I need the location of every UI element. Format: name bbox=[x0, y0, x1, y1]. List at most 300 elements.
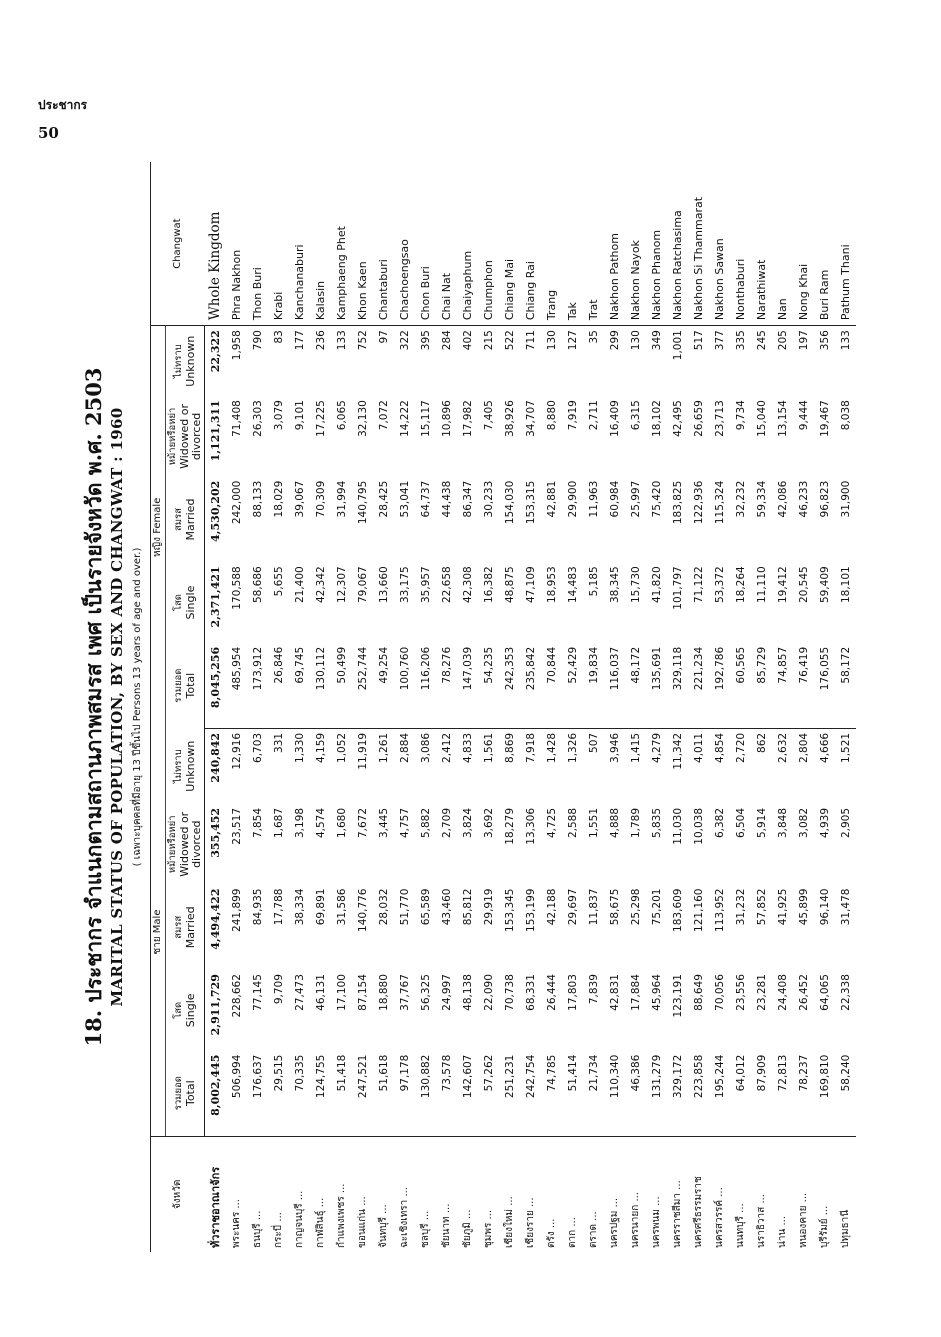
table-row bbox=[373, 162, 394, 1252]
male-married-cell: 25,298 bbox=[629, 888, 642, 926]
male-unknown-cell: 3,086 bbox=[415, 728, 436, 804]
male-widowed-cell: 5,914 bbox=[755, 807, 768, 839]
male-total-cell: 64,012 bbox=[734, 1054, 747, 1092]
male-total-cell: 70,335 bbox=[293, 1054, 306, 1092]
male-single-cell: 123,191 bbox=[671, 974, 684, 1018]
changwat-english-cell: Nonthaburi bbox=[730, 162, 751, 326]
female-total-cell: 74,857 bbox=[776, 646, 789, 684]
male-total-cell: 251,231 bbox=[503, 1054, 516, 1099]
changwat-english-cell: Kamphaeng Phet bbox=[331, 162, 352, 326]
female-widowed-cell: 17,225 bbox=[314, 400, 327, 437]
female-widowed-cell: 9,444 bbox=[797, 400, 810, 431]
female-married-cell: 42,881 bbox=[545, 480, 558, 518]
male-unknown-cell: 11,919 bbox=[352, 728, 373, 804]
female-married-cell: 53,041 bbox=[398, 480, 411, 518]
female-total-cell: 26,846 bbox=[272, 646, 285, 684]
male-widowed-cell: 1,687 bbox=[272, 807, 285, 839]
male-single-cell: 18,880 bbox=[377, 974, 390, 1011]
male-total-cell: 87,909 bbox=[755, 1054, 768, 1092]
col-header-english-label: Unknown bbox=[184, 740, 197, 792]
female-widowed-cell: 16,409 bbox=[608, 400, 621, 437]
female-total-cell: 70,844 bbox=[545, 646, 558, 684]
changwat-thai-cell: นครสวรรค์ ... bbox=[709, 1136, 730, 1252]
female-widowed-cell: 9,101 bbox=[293, 400, 306, 431]
female-total-cell: 78,276 bbox=[440, 646, 453, 684]
male-total-cell: 506,994 bbox=[230, 1054, 243, 1099]
col-header-thai-label: โสด bbox=[173, 1001, 184, 1019]
female-total-cell: 69,745 bbox=[293, 646, 306, 684]
col-header-changwat-thai: จังหวัด bbox=[151, 1136, 205, 1252]
female-single-cell: 59,409 bbox=[818, 566, 831, 604]
male-total-cell: 51,618 bbox=[377, 1054, 390, 1092]
female-unknown-cell: 130 bbox=[629, 330, 642, 351]
male-married-cell: 140,776 bbox=[356, 888, 369, 932]
male-widowed-cell: 13,306 bbox=[524, 807, 537, 845]
male-single-cell: 23,556 bbox=[734, 974, 747, 1011]
female-widowed-cell: 13,154 bbox=[776, 400, 789, 437]
male-single-cell: 64,065 bbox=[818, 974, 831, 1011]
table-row bbox=[793, 162, 814, 1252]
male-total-cell: 247,521 bbox=[356, 1054, 369, 1099]
changwat-thai-cell: เชียงราย ... bbox=[520, 1136, 541, 1252]
male-total-cell: 74,785 bbox=[545, 1054, 558, 1092]
female-widowed-cell: 26,659 bbox=[692, 400, 705, 437]
male-single-cell: 48,138 bbox=[461, 974, 474, 1011]
female-married-cell: 122,936 bbox=[692, 480, 705, 525]
male-total-cell: 110,340 bbox=[608, 1054, 621, 1099]
female-single-cell: 22,658 bbox=[440, 566, 453, 604]
male-married-cell: 38,334 bbox=[293, 888, 306, 926]
female-widowed-cell: 3,079 bbox=[272, 400, 285, 431]
male-unknown-cell: 2,632 bbox=[772, 728, 793, 804]
female-total-cell: 176,055 bbox=[818, 646, 831, 691]
female-total-cell: 58,172 bbox=[839, 646, 852, 684]
col-header-english-label: Widowed or divorced bbox=[178, 404, 203, 469]
female-total-cell: 235,842 bbox=[524, 646, 537, 691]
female-unknown-cell: 35 bbox=[587, 330, 600, 344]
col-header-thai-label: ไม่ทราบ bbox=[173, 749, 184, 784]
male-unknown-cell: 1,052 bbox=[331, 728, 352, 804]
col-header-thai-label: หม้ายหรือหย่า bbox=[167, 815, 178, 874]
male-unknown-cell: 1,330 bbox=[289, 728, 310, 804]
changwat-thai-cell: ธนบุรี ... bbox=[247, 1136, 268, 1252]
female-total-cell: 49,254 bbox=[377, 646, 390, 684]
table-row bbox=[583, 162, 604, 1252]
male-unknown-cell: 862 bbox=[751, 728, 772, 804]
changwat-thai-cell: นครศรีธรรมราช bbox=[688, 1136, 709, 1252]
male-widowed-cell: 10,038 bbox=[692, 807, 705, 845]
col-header-male-single bbox=[166, 970, 205, 1051]
female-married-cell: 154,030 bbox=[503, 480, 516, 525]
male-single-cell: 22,338 bbox=[839, 974, 852, 1011]
male-widowed-cell: 6,382 bbox=[713, 807, 726, 839]
changwat-thai-cell: กระบี่ ... bbox=[268, 1136, 289, 1252]
changwat-thai-cell: นนทบุรี ... bbox=[730, 1136, 751, 1252]
female-unknown-cell: 177 bbox=[293, 330, 306, 351]
male-married-cell: 43,460 bbox=[440, 888, 453, 926]
col-header-thai-label: หม้ายหรือหย่า bbox=[167, 407, 178, 466]
female-single-cell: 35,957 bbox=[419, 566, 432, 604]
table-row bbox=[247, 162, 268, 1252]
male-single-cell: 70,056 bbox=[713, 974, 726, 1011]
female-married-cell: 60,984 bbox=[608, 480, 621, 518]
male-single-cell: 26,444 bbox=[545, 974, 558, 1011]
changwat-english-cell: Tak bbox=[562, 162, 583, 326]
changwat-thai-cell: ฉะเชิงเทรา ... bbox=[394, 1136, 415, 1252]
table-row bbox=[541, 162, 562, 1252]
col-header-english-label: Single bbox=[184, 993, 197, 1028]
female-unknown-cell: 402 bbox=[461, 330, 474, 351]
male-married-cell: 28,032 bbox=[377, 888, 390, 926]
female-single-cell: 42,308 bbox=[461, 566, 474, 604]
female-single-cell: 5,655 bbox=[272, 566, 285, 597]
female-total-cell: 54,235 bbox=[482, 646, 495, 684]
table-row bbox=[625, 162, 646, 1252]
female-married-cell: 31,900 bbox=[839, 480, 852, 518]
col-header-male-married bbox=[166, 885, 205, 971]
female-widowed-cell: 32,130 bbox=[356, 400, 369, 437]
female-single-cell: 12,307 bbox=[335, 566, 348, 604]
male-unknown-cell: 4,854 bbox=[709, 728, 730, 804]
changwat-english-cell: Chiang Mai bbox=[499, 162, 520, 326]
female-married-cell: 44,438 bbox=[440, 480, 453, 518]
changwat-english-cell: Nakhon Ratchasima bbox=[667, 162, 688, 326]
male-unknown-cell: 1,415 bbox=[625, 728, 646, 804]
changwat-thai-cell: ชัยนาท ... bbox=[436, 1136, 457, 1252]
male-unknown-cell: 12,916 bbox=[226, 728, 247, 804]
rotated-table-block bbox=[78, 162, 916, 1252]
male-married-cell: 69,891 bbox=[314, 888, 327, 926]
female-married-cell: 28,425 bbox=[377, 480, 390, 518]
col-header-english-label: Unknown bbox=[184, 335, 197, 387]
male-total-cell: 29,515 bbox=[272, 1054, 285, 1092]
female-total-cell: 50,499 bbox=[335, 646, 348, 684]
changwat-thai-cell: ชุมพร ... bbox=[478, 1136, 499, 1252]
table-row bbox=[751, 162, 772, 1252]
female-total-cell: 19,834 bbox=[587, 646, 600, 684]
male-single-cell: 87,154 bbox=[356, 974, 369, 1011]
female-unknown-cell: 22,322 bbox=[209, 330, 222, 373]
male-widowed-cell: 3,445 bbox=[377, 807, 390, 839]
table-row bbox=[226, 162, 247, 1252]
female-single-cell: 18,264 bbox=[734, 566, 747, 604]
male-single-cell: 68,331 bbox=[524, 974, 537, 1011]
male-total-cell: 8,002,445 bbox=[209, 1054, 222, 1116]
table-row bbox=[604, 162, 625, 1252]
male-widowed-cell: 4,939 bbox=[818, 807, 831, 839]
male-widowed-cell: 4,725 bbox=[545, 807, 558, 839]
female-single-cell: 41,820 bbox=[650, 566, 663, 604]
female-single-cell: 48,875 bbox=[503, 566, 516, 604]
table-body bbox=[205, 162, 857, 1252]
female-unknown-cell: 245 bbox=[755, 330, 768, 351]
changwat-thai-cell: จันทบุรี ... bbox=[373, 1136, 394, 1252]
changwat-english-cell: Krabi bbox=[268, 162, 289, 326]
female-married-cell: 153,315 bbox=[524, 480, 537, 525]
female-single-cell: 58,686 bbox=[251, 566, 264, 604]
male-married-cell: 17,788 bbox=[272, 888, 285, 926]
changwat-english-cell: Khon Kaen bbox=[352, 162, 373, 326]
female-single-cell: 71,122 bbox=[692, 566, 705, 604]
female-total-cell: 48,172 bbox=[629, 646, 642, 684]
male-unknown-cell: 240,842 bbox=[205, 728, 227, 804]
female-unknown-cell: 284 bbox=[440, 330, 453, 351]
changwat-english-cell: Trat bbox=[583, 162, 604, 326]
table-subtitle: ( เฉพาะบุคคลที่มีอายุ 13 ปีขึ้นไป Persons 13 years of age and over.) bbox=[132, 547, 143, 867]
changwat-thai-cell: ขอนแก่น ... bbox=[352, 1136, 373, 1252]
male-widowed-cell: 3,198 bbox=[293, 807, 306, 839]
female-married-cell: 31,994 bbox=[335, 480, 348, 518]
female-single-cell: 18,101 bbox=[839, 566, 852, 604]
female-married-cell: 183,825 bbox=[671, 480, 684, 525]
female-single-cell: 79,067 bbox=[356, 566, 369, 604]
changwat-thai-cell: นครพนม ... bbox=[646, 1136, 667, 1252]
female-unknown-cell: 1,958 bbox=[230, 330, 243, 361]
female-married-cell: 86,347 bbox=[461, 480, 474, 518]
female-married-cell: 88,133 bbox=[251, 480, 264, 518]
female-single-cell: 15,730 bbox=[629, 566, 642, 604]
col-header-english-label: Married bbox=[184, 498, 197, 541]
female-unknown-cell: 377 bbox=[713, 330, 726, 351]
table-row bbox=[415, 162, 436, 1252]
female-unknown-cell: 522 bbox=[503, 330, 516, 351]
male-unknown-cell: 507 bbox=[583, 728, 604, 804]
page-section-label: ประชากร bbox=[38, 98, 88, 112]
female-total-cell: 85,729 bbox=[755, 646, 768, 684]
male-total-cell: 242,754 bbox=[524, 1054, 537, 1099]
female-unknown-cell: 356 bbox=[818, 330, 831, 351]
table-row bbox=[289, 162, 310, 1252]
male-widowed-cell: 3,082 bbox=[797, 807, 810, 839]
male-unknown-cell: 331 bbox=[268, 728, 289, 804]
female-single-cell: 11,110 bbox=[755, 566, 768, 604]
changwat-english-cell: Chiang Rai bbox=[520, 162, 541, 326]
changwat-thai-cell: ตราด ... bbox=[583, 1136, 604, 1252]
female-widowed-cell: 6,065 bbox=[335, 400, 348, 431]
female-unknown-cell: 83 bbox=[272, 330, 285, 344]
female-unknown-cell: 335 bbox=[734, 330, 747, 351]
male-single-cell: 2,911,729 bbox=[209, 974, 222, 1036]
male-unknown-cell: 4,279 bbox=[646, 728, 667, 804]
male-married-cell: 51,770 bbox=[398, 888, 411, 926]
male-total-cell: 73,578 bbox=[440, 1054, 453, 1092]
changwat-english-cell: Nakhon Phanom bbox=[646, 162, 667, 326]
male-widowed-cell: 3,848 bbox=[776, 807, 789, 839]
female-unknown-cell: 130 bbox=[545, 330, 558, 351]
female-widowed-cell: 15,117 bbox=[419, 400, 432, 437]
col-header-english-label: Married bbox=[184, 906, 197, 949]
male-married-cell: 41,925 bbox=[776, 888, 789, 926]
marital-status-table bbox=[150, 162, 856, 1252]
table-row bbox=[331, 162, 352, 1252]
female-total-cell: 76,419 bbox=[797, 646, 810, 684]
female-unknown-cell: 133 bbox=[839, 330, 852, 351]
female-married-cell: 242,000 bbox=[230, 480, 243, 525]
male-total-cell: 97,178 bbox=[398, 1054, 411, 1092]
male-widowed-cell: 7,854 bbox=[251, 807, 264, 839]
female-unknown-cell: 299 bbox=[608, 330, 621, 351]
male-married-cell: 113,952 bbox=[713, 888, 726, 932]
table-row bbox=[814, 162, 835, 1252]
male-married-cell: 31,586 bbox=[335, 888, 348, 926]
changwat-english-cell: Chai Nat bbox=[436, 162, 457, 326]
female-total-cell: 135,691 bbox=[650, 646, 663, 691]
male-widowed-cell: 5,882 bbox=[419, 807, 432, 839]
male-total-cell: 58,240 bbox=[839, 1054, 852, 1092]
male-single-cell: 27,473 bbox=[293, 974, 306, 1011]
female-single-cell: 33,175 bbox=[398, 566, 411, 604]
male-single-cell: 46,131 bbox=[314, 974, 327, 1011]
male-single-cell: 22,090 bbox=[482, 974, 495, 1011]
male-total-cell: 21,734 bbox=[587, 1054, 600, 1092]
male-single-cell: 70,738 bbox=[503, 974, 516, 1011]
female-married-cell: 18,029 bbox=[272, 480, 285, 518]
female-widowed-cell: 23,713 bbox=[713, 400, 726, 437]
table-row bbox=[688, 162, 709, 1252]
female-married-cell: 39,067 bbox=[293, 480, 306, 518]
male-total-cell: 78,237 bbox=[797, 1054, 810, 1092]
female-total-cell: 130,112 bbox=[314, 646, 327, 691]
table-row bbox=[478, 162, 499, 1252]
female-single-cell: 14,483 bbox=[566, 566, 579, 604]
male-married-cell: 42,188 bbox=[545, 888, 558, 926]
col-header-female-total bbox=[166, 643, 205, 729]
male-single-cell: 42,831 bbox=[608, 974, 621, 1011]
female-unknown-cell: 97 bbox=[377, 330, 390, 344]
col-header-female-widowed bbox=[166, 396, 205, 477]
col-header-thai-label: ไม่ทราบ bbox=[173, 344, 184, 379]
table-row bbox=[709, 162, 730, 1252]
female-unknown-cell: 517 bbox=[692, 330, 705, 351]
female-widowed-cell: 26,303 bbox=[251, 400, 264, 437]
male-widowed-cell: 355,452 bbox=[209, 807, 222, 858]
female-total-cell: 252,744 bbox=[356, 646, 369, 691]
male-total-cell: 329,172 bbox=[671, 1054, 684, 1099]
table-row bbox=[520, 162, 541, 1252]
male-total-cell: 223,858 bbox=[692, 1054, 705, 1099]
female-unknown-cell: 790 bbox=[251, 330, 264, 351]
female-single-cell: 13,660 bbox=[377, 566, 390, 604]
male-married-cell: 29,919 bbox=[482, 888, 495, 926]
female-single-cell: 5,185 bbox=[587, 566, 600, 597]
table-row bbox=[646, 162, 667, 1252]
female-single-cell: 2,371,421 bbox=[209, 566, 222, 628]
male-married-cell: 121,160 bbox=[692, 888, 705, 932]
female-single-cell: 19,412 bbox=[776, 566, 789, 604]
table-row-total bbox=[205, 162, 227, 1252]
male-widowed-cell: 2,709 bbox=[440, 807, 453, 839]
male-unknown-cell: 2,884 bbox=[394, 728, 415, 804]
female-single-cell: 16,382 bbox=[482, 566, 495, 604]
female-unknown-cell: 236 bbox=[314, 330, 327, 351]
male-married-cell: 31,478 bbox=[839, 888, 852, 926]
male-single-cell: 7,839 bbox=[587, 974, 600, 1005]
male-total-cell: 124,755 bbox=[314, 1054, 327, 1099]
male-married-cell: 31,232 bbox=[734, 888, 747, 926]
female-total-cell: 8,045,256 bbox=[209, 646, 222, 709]
male-unknown-cell: 2,720 bbox=[730, 728, 751, 804]
female-unknown-cell: 127 bbox=[566, 330, 579, 351]
male-widowed-cell: 4,574 bbox=[314, 807, 327, 839]
male-single-cell: 77,145 bbox=[251, 974, 264, 1011]
male-married-cell: 183,609 bbox=[671, 888, 684, 932]
col-header-english-label: Widowed or divorced bbox=[178, 811, 203, 877]
female-widowed-cell: 6,315 bbox=[629, 400, 642, 431]
male-single-cell: 37,767 bbox=[398, 974, 411, 1011]
male-married-cell: 57,852 bbox=[755, 888, 768, 926]
male-married-cell: 75,201 bbox=[650, 888, 663, 926]
male-widowed-cell: 1,680 bbox=[335, 807, 348, 839]
male-total-cell: 195,244 bbox=[713, 1054, 726, 1099]
female-widowed-cell: 8,038 bbox=[839, 400, 852, 431]
table-row bbox=[772, 162, 793, 1252]
changwat-english-cell: Kanchanaburi bbox=[289, 162, 310, 326]
male-widowed-cell: 4,888 bbox=[608, 807, 621, 839]
female-single-cell: 38,345 bbox=[608, 566, 621, 604]
female-unknown-cell: 322 bbox=[398, 330, 411, 351]
male-widowed-cell: 18,279 bbox=[503, 807, 516, 845]
male-married-cell: 85,812 bbox=[461, 888, 474, 926]
male-widowed-cell: 3,824 bbox=[461, 807, 474, 839]
female-widowed-cell: 9,734 bbox=[734, 400, 747, 431]
changwat-english-cell: Thon Buri bbox=[247, 162, 268, 326]
table-row bbox=[562, 162, 583, 1252]
male-total-cell: 169,810 bbox=[818, 1054, 831, 1099]
male-married-cell: 45,899 bbox=[797, 888, 810, 926]
male-widowed-cell: 6,504 bbox=[734, 807, 747, 839]
male-widowed-cell: 2,588 bbox=[566, 807, 579, 839]
table-row bbox=[352, 162, 373, 1252]
female-unknown-cell: 349 bbox=[650, 330, 663, 351]
female-single-cell: 101,797 bbox=[671, 566, 684, 610]
female-total-cell: 485,954 bbox=[230, 646, 243, 691]
female-total-cell: 192,786 bbox=[713, 646, 726, 691]
changwat-thai-cell: ปทุมธานี bbox=[835, 1136, 856, 1252]
male-married-cell: 65,589 bbox=[419, 888, 432, 926]
female-unknown-cell: 215 bbox=[482, 330, 495, 351]
changwat-thai-cell: เชียงใหม่ ... bbox=[499, 1136, 520, 1252]
changwat-thai-cell: ชัยภูมิ ... bbox=[457, 1136, 478, 1252]
female-married-cell: 29,900 bbox=[566, 480, 579, 518]
male-single-cell: 17,100 bbox=[335, 974, 348, 1011]
female-unknown-cell: 205 bbox=[776, 330, 789, 351]
male-total-cell: 72,813 bbox=[776, 1054, 789, 1092]
table-row bbox=[730, 162, 751, 1252]
male-married-cell: 84,935 bbox=[251, 888, 264, 926]
female-widowed-cell: 1,121,311 bbox=[209, 400, 222, 462]
female-single-cell: 47,109 bbox=[524, 566, 537, 604]
male-married-cell: 11,837 bbox=[587, 888, 600, 926]
table-row bbox=[835, 162, 856, 1252]
col-header-changwat-en: Changwat bbox=[151, 162, 205, 326]
col-header-thai-label: รวมยอด bbox=[173, 1076, 184, 1111]
female-widowed-cell: 7,405 bbox=[482, 400, 495, 431]
col-header-thai-label: โสด bbox=[173, 594, 184, 612]
male-unknown-cell: 11,342 bbox=[667, 728, 688, 804]
page-number: 50 bbox=[38, 124, 59, 142]
table-title-thai: 18. ประชากร จำแนกตามสถานภาพสมรส เพศ เป็นรายจังหวัด พ.ศ. 2503 bbox=[81, 367, 106, 1047]
male-unknown-cell: 2,804 bbox=[793, 728, 814, 804]
male-unknown-cell: 4,011 bbox=[688, 728, 709, 804]
changwat-english-cell: Chumphon bbox=[478, 162, 499, 326]
changwat-thai-cell: น่าน ... bbox=[772, 1136, 793, 1252]
female-married-cell: 30,233 bbox=[482, 480, 495, 518]
male-single-cell: 56,325 bbox=[419, 974, 432, 1011]
table-row bbox=[457, 162, 478, 1252]
female-widowed-cell: 15,040 bbox=[755, 400, 768, 437]
male-unknown-cell: 1,326 bbox=[562, 728, 583, 804]
male-single-cell: 45,964 bbox=[650, 974, 663, 1011]
